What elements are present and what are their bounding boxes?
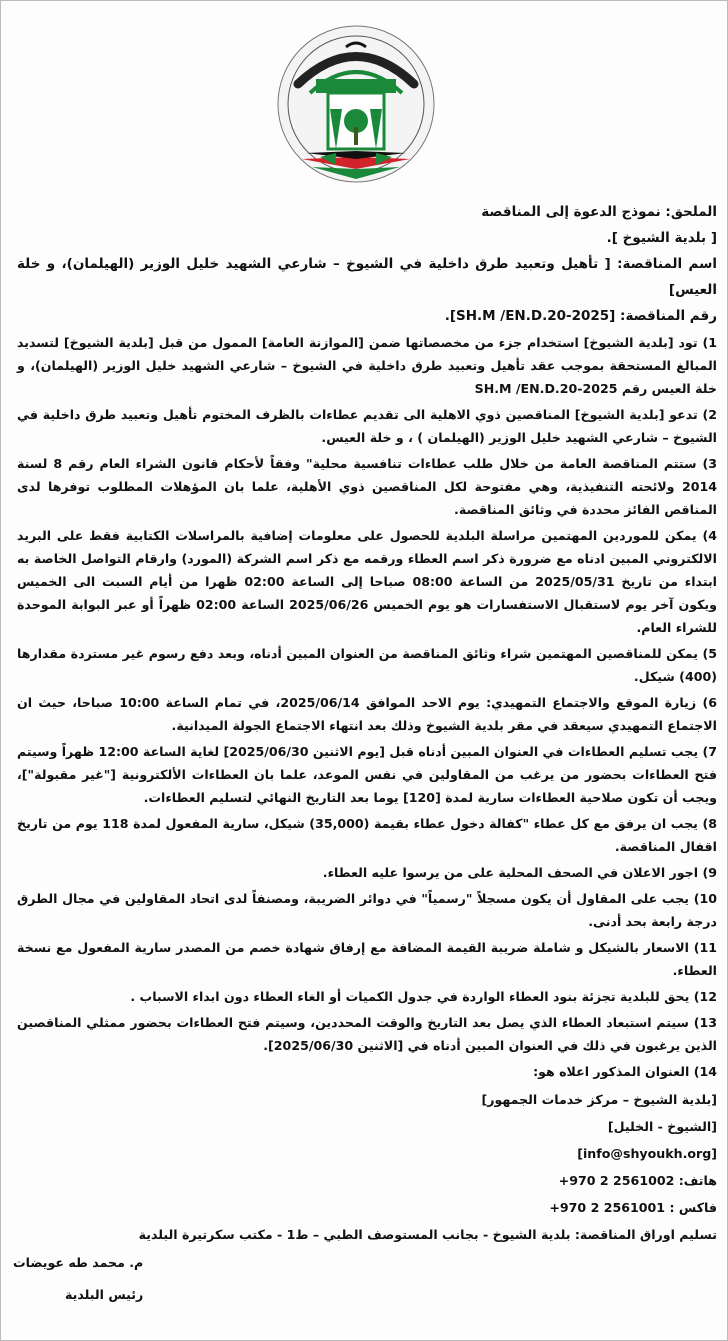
signatory-title: رئيس البلدية [65, 1287, 144, 1302]
list-item [17, 887, 717, 933]
item-number: 9) [702, 865, 717, 880]
phone-number: +970 2 2561002 [558, 1173, 675, 1188]
list-item [17, 1011, 717, 1057]
item-number: 3) [702, 456, 718, 471]
item-text: يحق للبلدية تجزئة بنود العطاء الواردة في جدول الكميات أو الغاء العطاء دون ابداء الاسباب . [130, 989, 690, 1004]
list-item [17, 403, 717, 449]
list-item [17, 691, 717, 737]
item-number: 6) [702, 695, 717, 710]
item-number: 13) [693, 1015, 718, 1030]
item-number: 5) [702, 646, 717, 661]
item-number: 12) [693, 989, 717, 1004]
item-text: يمكن للمناقصين المهتمين شراء وثائق المناقصة من العنوان المبين أدناه، وبعد دفع رسوم غير مستردة مقدارها (400) شيكل. [17, 646, 717, 684]
list-item [17, 452, 717, 521]
phone-label: هاتف: [678, 1173, 717, 1188]
list-item [17, 642, 717, 688]
logo-emblem [276, 9, 436, 199]
email-link[interactable]: [info@shyoukh.org] [577, 1146, 717, 1161]
tender-name: اسم المناقصة: [ تأهيل وتعبيد طرق داخلية في الشيوخ – شارعي الشهيد خليل الوزير (الهيلمان)، و خلة العيس] [17, 256, 717, 298]
item-text: يجب على المقاول أن يكون مسجلاً "رسمياً" في دوائر الضريبة، ومصنفاً لدى اتحاد المقاولين في مجال الطرق درجة رابعة بحد أدنى. [17, 891, 717, 929]
list-item [17, 1060, 717, 1083]
address-email[interactable] [17, 1140, 717, 1167]
conditions-list [17, 331, 717, 1083]
list-item [17, 812, 717, 858]
list-item [17, 936, 717, 982]
item-number: 2) [702, 407, 717, 422]
signatory-name: م. محمد طه عويضات [13, 1255, 144, 1270]
address-block [17, 1086, 717, 1248]
list-item [17, 524, 717, 639]
item-text: زيارة الموقع والاجتماع التمهيدي: يوم الاحد الموافق 2025/06/14، في تمام الساعة 10:00 صباحا، حيث ان الاجتماع التمهيدي سيعقد في مقر بلدية الشيوخ وذلك بعد انتهاء الاجتماع الجولة الميدانية. [17, 695, 717, 733]
delivery-location: تسليم اوراق المناقصة: بلدية الشيوخ - بجانب المستوصف الطبي – ط1 - مكتب سكرتيرة البلدية [138, 1227, 717, 1242]
address-fax [17, 1194, 717, 1221]
item-text: اجور الاعلان في الصحف المحلية على من يرسوا عليه العطاء. [322, 865, 699, 880]
fax-label: فاكس : [669, 1200, 717, 1215]
fax-number: +970 2 2561001 [549, 1200, 666, 1215]
attachment-title: الملحق: نموذج الدعوة إلى المناقصة [481, 204, 717, 220]
list-item [17, 331, 717, 400]
item-text: يجب ان يرفق مع كل عطاء "كفالة دخول عطاء بقيمة (35,000) شيكل، سارية المفعول لمدة 118 يوم من تاريخ اقفال المناقصة. [17, 816, 717, 854]
item-text: تدعو [بلدية الشيوخ] المناقصين ذوي الاهلية الى تقديم عطاءات بالظرف المختوم تأهيل وتعبيد طرق داخلية في الشيوخ – شارعي الشهيد خليل الوزير (الهيلمان ) ، و خلة العيس. [17, 407, 717, 445]
notice-body [17, 199, 717, 1248]
item-text: ستتم المناقصة العامة من خلال طلب عطاءات تنافسية محلية" وفقاً لأحكام قانون الشراء العام رقم 8 لسنة 2014 ولائحته التنفيذية، وهي مفتوحة لكل المناقصين ذوي الأهلية، علما بان المؤهلات المطلوب توفرها لدى المناقص الفائز محددة في وثائق المناقصة. [17, 456, 717, 517]
item-number: 7) [702, 744, 717, 759]
address-office: [بلدية الشيوخ – مركز خدمات الجمهور] [481, 1092, 717, 1107]
address-phone [17, 1167, 717, 1194]
municipality-line: [ بلدية الشيوخ ]. [606, 230, 717, 246]
item-number: 10) [693, 891, 717, 906]
item-number: 8) [702, 816, 718, 831]
item-number: 14) [693, 1064, 717, 1079]
signature-block [13, 1247, 143, 1311]
item-number: 1) [702, 335, 717, 350]
list-item [17, 985, 717, 1008]
list-item [17, 740, 717, 809]
item-text: يمكن للموردين المهتمين مراسلة البلدية للحصول على معلومات إضافية بالمراسلات الكتابية فقط على البريد الالكتروني المبين ادناه مع ضرورة ذكر اسم العطاء ورقمه مع ذكر اسم الشركة (المورد) وارقام التواصل الخاصة به ابتداء من تاريخ 2025/05/31 من الساعة 08:00 صباحا إلى الساعة 02:00 ظهرا من أيام السبت الى الخميس ويكون آخر يوم لاستقبال الاستفسارات هو يوم الخميس 2025/06/26 الساعة 02:00 ظهراً أو عبر البوابة الموحدة للشراء العام. [17, 528, 718, 635]
address-city: [الشيوخ - الخليل] [607, 1119, 717, 1134]
item-number: 4) [702, 528, 717, 543]
municipality-logo [276, 9, 436, 199]
item-number: 11) [693, 940, 717, 955]
item-text: الاسعار بالشيكل و شاملة ضريبة القيمة المضافة مع إرفاق شهادة خصم من المصدر سارية المفعول مع نسخة العطاء. [17, 940, 717, 978]
item-text: تود [بلدية الشيوخ] استخدام جزء من مخصصاتها ضمن [الموازنة العامة] الممول من قبل [بلدية الشيوخ] لتسديد المبالغ المستحقة بموجب عقد تأهيل وتعبيد طرق داخلية في الشيوخ – شارعي الشهيد خليل الوزير (الهيلمان)، و خلة العيس رقم SH.M /EN.D.20-2025 [17, 335, 717, 396]
list-item [17, 861, 717, 884]
item-text: يجب تسليم العطاءات في العنوان المبين أدناه قبل [يوم الاثنين 2025/06/30] لغاية الساعة 12:00 ظهراً وسيتم فتح العطاءات بحضور من يرغب من المقاولين في نفس الموعد، علما بان العطاءات الألكترونية ["غير مقبولة"]، ويجب أن تكون صلاحية العطاءات سارية لمدة [120] يوما بعد التاريخ النهائي لتسليم العطاءات. [16, 744, 717, 805]
item-text: العنوان المذكور اعلاه هو: [533, 1064, 690, 1079]
tender-number: رقم المناقصة: [SH.M /EN.D.20-2025]. [444, 308, 717, 324]
item-text: سيتم استبعاد العطاء الذي يصل بعد التاريخ والوقت المحددين، وسيتم فتح العطاءات بحضور ممثلي المناقصين الذين يرغبون في ذلك في العنوان المبين أدناه في [الاثنين 2025/06/30]. [17, 1015, 717, 1053]
